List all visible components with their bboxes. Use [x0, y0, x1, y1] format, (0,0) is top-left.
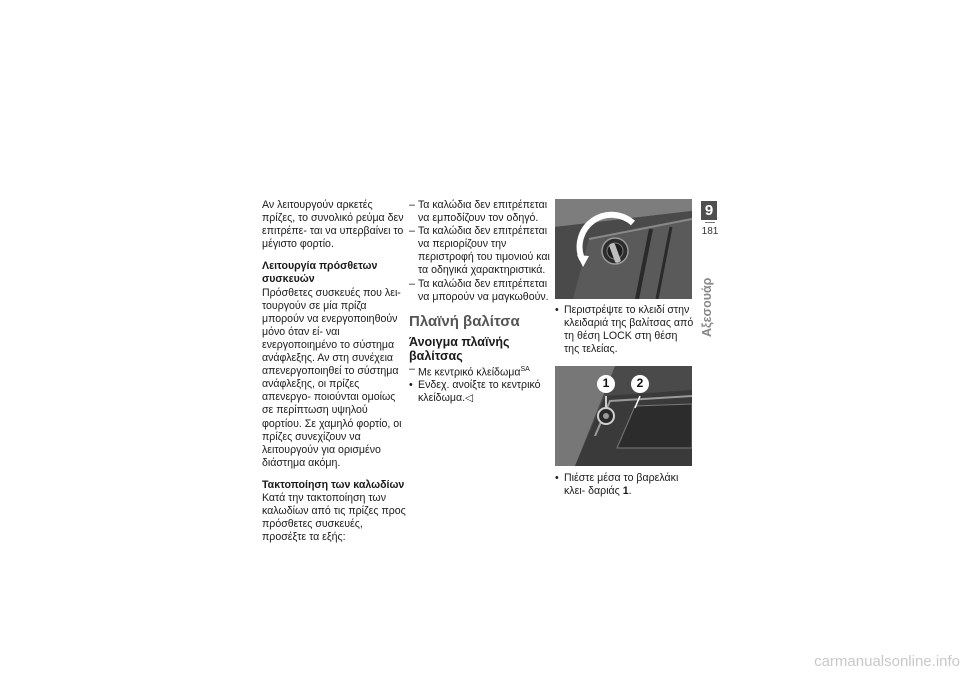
- photo-key-turn: [555, 199, 692, 299]
- bullet-marker: •: [409, 379, 413, 392]
- page-number-divider: [705, 222, 715, 223]
- subsection-title: Άνοιγμα πλαϊνής βαλίτσας: [409, 334, 510, 363]
- heading-cable-routing: Τακτοποίηση των καλωδίων: [262, 478, 405, 491]
- list-item: [409, 199, 554, 225]
- dash-marker: –: [409, 362, 415, 375]
- section-title: Πλαϊνή βαλίτσα: [409, 312, 520, 330]
- callout-2-label: 2: [636, 376, 644, 391]
- list-item: [555, 304, 695, 356]
- list-item: [409, 225, 554, 277]
- paragraph-additional-devices: Πρόσθετες συσκευές που λει- τουργούν σε μία πρίζα μπορούν να ενεργοποιηθούν μόνο όταν εί- ναι ενεργοποιημένο το σύστημα ανάφλεξης. Αν στη συνέχεια απενεργοποιηθεί το σύστημα ανάφλεξης, οι πρίζες απενεργο- ποιούνται ομοίως σε περίπτωση υψηλού φορτίου. Σε χαμηλό φορτίο, οι πρίζες συνεχίζουν να λειτουργούν για ορισμένο διάστημα ακόμη.: [262, 286, 402, 469]
- list-item-text: Με κεντρικό κλείδωμα: [418, 366, 521, 379]
- bullet-marker: •: [555, 472, 559, 485]
- callout-1-label: 1: [602, 376, 610, 391]
- paragraph-load: Αν λειτουργούν αρκετές πρίζες, το συνολικό ρεύμα δεν επιτρέπε- ται να υπερβαίνει το μέγιστο φορτίο.: [262, 199, 404, 251]
- heading-additional-devices: Λειτουργία πρόσθετων συσκευών: [262, 260, 378, 286]
- list-item-text: Ενδεχ. ανοίξτε το κεντρικό κλείδωμα.◁: [418, 379, 541, 405]
- list-item: [409, 363, 554, 380]
- callout-ref: 1: [622, 485, 629, 498]
- special-accessory-mark: SA: [520, 365, 530, 373]
- list-item-text: Τα καλώδια δεν επιτρέπεται να εμποδίζουν τον οδηγό.: [418, 199, 548, 225]
- photo-lock-cylinder: [555, 366, 692, 466]
- dash-marker: –: [409, 277, 415, 290]
- list-item-text: Περιστρέψτε το κλειδί στην κλειδαριά της βαλίτσας από τη θέση LOCK στη θέση της τελείας.: [564, 304, 694, 356]
- list-item-end: .: [628, 485, 632, 498]
- case-lock-callout-photo: [555, 366, 692, 466]
- left-column: [262, 199, 407, 544]
- list-item-text: Τα καλώδια δεν επιτρέπεται να περιορίζουν την περιστροφή του τιμονιού και τα οδηγικά χαρακτηριστικά.: [418, 225, 550, 277]
- middle-column: [409, 199, 554, 406]
- list-item: [409, 379, 554, 405]
- watermark: carmanualsonline.info: [814, 653, 960, 670]
- right-column: [555, 199, 695, 499]
- dash-marker: –: [409, 225, 415, 238]
- chapter-side-label: Αξεσουάρ: [700, 277, 714, 337]
- list-item: [409, 278, 554, 304]
- list-item-text: Πιέστε μέσα το βαρελάκι κλει- δαριάς: [564, 472, 679, 498]
- list-item-text: Τα καλώδια δεν επιτρέπεται να μπορούν να μαγκωθούν.: [418, 277, 549, 303]
- case-lock-photo: [555, 199, 692, 299]
- page-number: 181: [701, 226, 719, 237]
- bullet-marker: •: [555, 304, 559, 316]
- list-item: [555, 472, 695, 498]
- dash-marker: –: [409, 199, 415, 211]
- chapter-number-tab: 9: [701, 201, 717, 220]
- paragraph-cable-routing: Κατά την τακτοποίηση των καλωδίων από τις πρίζες προς πρόσθετες συσκευές, προσέξτε τα εξής:: [262, 491, 406, 544]
